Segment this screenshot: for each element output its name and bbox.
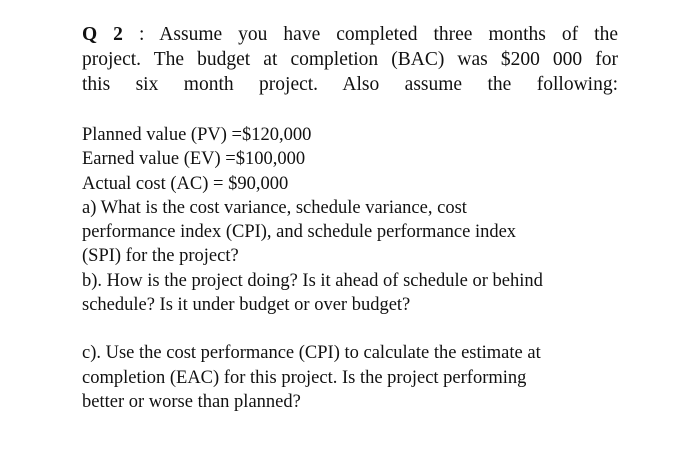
intro-line-3: this six month project. Also assume the following: bbox=[82, 74, 618, 95]
part-c bbox=[82, 341, 618, 414]
part-a-line-3: (SPI) for the project? bbox=[82, 246, 239, 267]
part-b-line-1: b). How is the project doing? Is it ahead of schedule or behind bbox=[82, 270, 543, 291]
part-a-line-2: performance index (CPI), and schedule performance index bbox=[82, 222, 517, 243]
part-c-line-2: completion (EAC) for this project. Is the project performing bbox=[82, 367, 527, 388]
question-details bbox=[82, 123, 618, 317]
intro-line-1 bbox=[82, 22, 618, 47]
intro-line-2: project. The budget at completion (BAC) was $200 000 for bbox=[82, 49, 618, 70]
earned-value: Earned value (EV) =$100,000 bbox=[82, 149, 306, 170]
question-document bbox=[82, 22, 618, 414]
question-intro bbox=[82, 22, 618, 97]
intro-text-1: : Assume you have completed three months of the bbox=[138, 24, 618, 45]
part-b-line-2: schedule? Is it under budget or over budget? bbox=[82, 295, 411, 316]
actual-cost: Actual cost (AC) = $90,000 bbox=[82, 173, 289, 194]
part-c-line-3: better or worse than planned? bbox=[82, 391, 301, 412]
part-a-line-1: a) What is the cost variance, schedule variance, cost bbox=[82, 197, 467, 218]
planned-value: Planned value (PV) =$120,000 bbox=[82, 125, 312, 145]
question-label: Q 2 bbox=[82, 24, 123, 45]
part-c-line-1: c). Use the cost performance (CPI) to calculate the estimate at bbox=[82, 343, 541, 364]
